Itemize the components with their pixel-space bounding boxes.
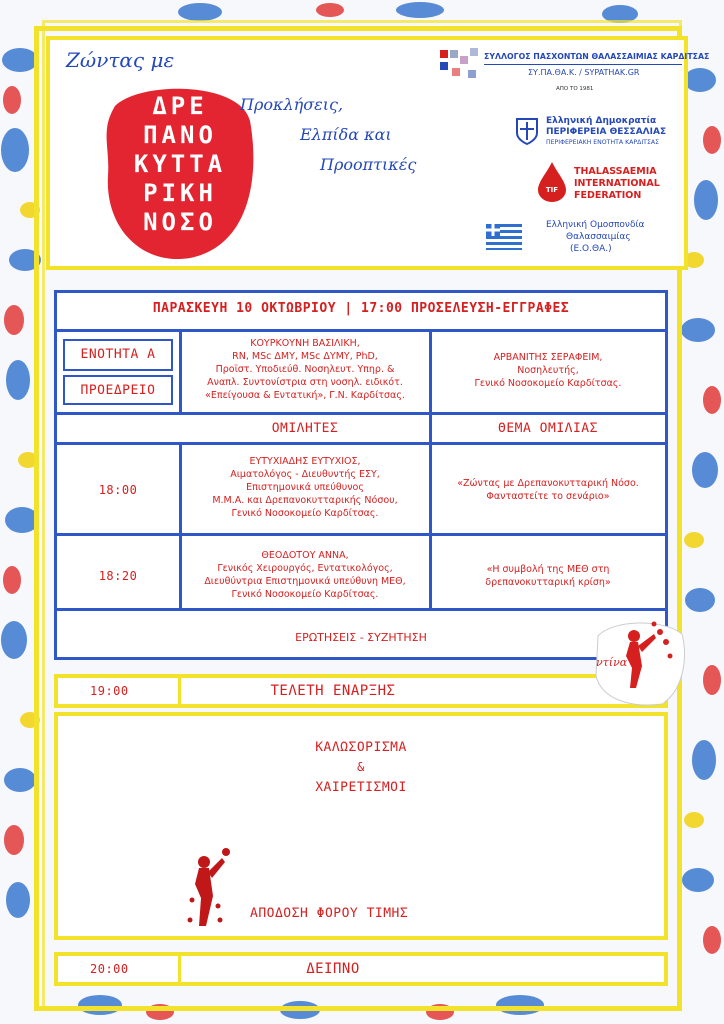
svg-text:TIF: TIF <box>545 186 559 194</box>
eotha-line1: Ελληνική Ομοσπονδία <box>546 220 645 230</box>
col-divider <box>178 676 181 706</box>
badge-line: ΠΑΝΟ <box>143 121 217 149</box>
welcome-line2: ΧΑΙΡΕΤΙΣΜΟΙ <box>315 780 407 795</box>
talk2-time: 18:20 <box>98 569 138 583</box>
dinner-row <box>54 952 668 986</box>
section-label: ΕΝΟΤΗΤΑ Α <box>80 347 156 362</box>
syllogos-name: ΣΥΛΛΟΓΟΣ ΠΑΣΧΟΝΤΩΝ ΘΑΛΑΣΣΑΙΜΙΑΣ ΚΑΡΔΙΤΣΑΣ <box>484 52 710 61</box>
subtitle-line: Ελπίδα και <box>300 125 392 144</box>
speaker-line: ΕΥΤΥΧΙΑΔΗΣ ΕΥΤΥΧΙΟΣ, <box>249 456 361 467</box>
row-divider <box>57 329 665 332</box>
talk1-time: 18:00 <box>98 483 138 497</box>
chair2-line: Γενικό Νοσοκομείο Καρδίτσας. <box>474 378 622 389</box>
syllogos-logo-block <box>438 46 710 102</box>
section-label-cell <box>63 339 173 371</box>
presidium-label: ΠΡΟΕΔΡΕΙΟ <box>80 383 156 398</box>
title-prefix: Ζώντας με <box>66 48 175 72</box>
region-line1: Ελληνική Δημοκρατία <box>546 116 657 126</box>
talk1-topic <box>435 477 661 503</box>
date-header: ΠΑΡΑΣΚΕΥΗ 10 ΟΚΤΩΒΡΙΟΥ | 17:00 ΠΡΟΣΕΛΕΥΣΗ-ΕΓΓΡΑΦΕΣ <box>152 301 570 316</box>
subtitle-line: Προκλήσεις, <box>240 95 344 114</box>
speaker-line: ΘΕΟΔΟΤΟΥ ΑΝΝΑ, <box>261 550 349 561</box>
speaker-line: Επιστημονικά υπεύθυνος <box>246 482 364 493</box>
dinner-time: 20:00 <box>90 962 129 976</box>
speaker-line: Διευθύντρια Επιστημονικά υπεύθυνη ΜΕΘ, <box>204 576 406 587</box>
region-line2: ΠΕΡΙΦΕΡΕΙΑ ΘΕΣΣΑΛΙΑΣ <box>546 127 667 137</box>
talk1-speaker <box>183 455 427 520</box>
col-divider <box>179 332 182 412</box>
tif-logo-block <box>536 160 686 206</box>
syllogos-abbr: ΣΥ.ΠΑ.ΘΑ.Κ. / SYPATHAK.GR <box>528 68 640 77</box>
speaker-line: Αιματολόγος - Διευθυντής ΕΣΥ, <box>230 469 380 480</box>
program-table <box>54 290 668 660</box>
syllogos-since: ΑΠΟ ΤΟ 1981 <box>556 86 594 92</box>
title-badge-text <box>110 92 250 237</box>
badge-line: ΝΟΣΟ <box>143 208 217 236</box>
col-divider <box>178 954 181 984</box>
chair1-line: ΚΟΥΡΚΟΥΝΗ ΒΑΣΙΛΙΚΗ, <box>250 338 360 349</box>
speaker-line: Μ.Μ.Α. και Δρεπανοκυτταρικής Νόσου, <box>212 495 398 506</box>
tif-line3: FEDERATION <box>574 190 642 201</box>
col-divider <box>429 332 432 608</box>
chair2-line: Νοσηλευτής, <box>517 365 579 376</box>
figure-badge <box>592 616 688 708</box>
opening-time: 19:00 <box>90 684 129 698</box>
eotha-line3: (Ε.Ο.ΘΑ.) <box>570 244 612 254</box>
row-divider <box>57 412 665 415</box>
speaker-line: Γενικός Χειρουργός, Εντατικολόγος, <box>217 563 393 574</box>
welcome-amp: & <box>357 760 365 774</box>
figure-badge-text: ντίνα <box>596 656 628 669</box>
header-panel <box>46 36 710 270</box>
chair1-line: «Επείγουσα & Εντατική», Γ.Ν. Καρδίτσας. <box>205 390 405 401</box>
ceremony-panel <box>54 712 668 940</box>
dinner-title: ΔΕΙΠΝΟ <box>306 961 360 977</box>
topic-line: δρεπανοκυτταρική κρίση» <box>485 577 611 588</box>
chair2-line: ΑΡΒΑΝΙΤΗΣ ΣΕΡΑΦΕΙΜ, <box>493 352 603 363</box>
badge-line: ΚΥΤΤΑ <box>133 150 227 178</box>
greek-flag-icon <box>486 224 522 250</box>
greek-emblem-icon <box>514 116 540 146</box>
blood-drop-icon <box>536 160 568 202</box>
region-logo-block <box>514 114 686 154</box>
col-divider <box>179 442 182 608</box>
opening-row <box>54 674 668 708</box>
chair1-line: Προϊστ. Υποδιεύθ. Νοσηλευτ. Υπηρ. & <box>215 364 395 375</box>
talk2-topic <box>435 563 661 589</box>
tif-line2: INTERNATIONAL <box>574 178 660 189</box>
subtitle <box>240 90 416 180</box>
syllogos-divider <box>484 64 682 65</box>
row-divider <box>57 608 665 611</box>
talk2-speaker <box>183 549 427 601</box>
subtitle-line: Προοπτικές <box>320 155 417 174</box>
topic-line: «Η συμβολή της ΜΕΘ στη <box>486 564 610 575</box>
topic-line: Φανταστείτε το σενάριο» <box>486 491 610 502</box>
tribute-label: ΑΠΟΔΟΣΗ ΦΟΡΟΥ ΤΙΜΗΣ <box>250 906 409 921</box>
topic-line: «Ζώντας με Δρεπανοκυτταρική Νόσο. <box>457 478 639 489</box>
region-line3: ΠΕΡΙΦΕΡΕΙΑΚΗ ΕΝΟΤΗΤΑ ΚΑΡΔΙΤΣΑΣ <box>546 139 660 146</box>
chair1-block <box>183 337 427 402</box>
qa-label: ΕΡΩΤΗΣΕΙΣ - ΣΥΖΗΤΗΣΗ <box>295 631 427 644</box>
col-speakers-header: ΟΜΙΛΗΤΕΣ <box>271 421 339 436</box>
speaker-line: Γενικό Νοσοκομείο Καρδίτσας. <box>231 589 379 600</box>
syllogos-logo-icon <box>438 46 484 86</box>
chair1-line: Αναπλ. Συντονίστρια στη νοσηλ. ειδικότ. <box>207 377 403 388</box>
eotha-logo-block <box>486 218 686 258</box>
badge-line: ΡΙΚΗ <box>143 179 217 207</box>
welcome-line1: ΚΑΛΩΣΟΡΙΣΜΑ <box>315 740 407 755</box>
tif-line1: THALASSAEMIA <box>574 166 657 177</box>
presidium-label-cell <box>63 375 173 405</box>
col-topic-header: ΘΕΜΑ ΟΜΙΛΙΑΣ <box>498 421 598 436</box>
chair1-line: RN, MSc ΔΜΥ, MSc ΔΥΜΥ, PhD, <box>232 351 378 362</box>
opening-title: ΤΕΛΕΤΗ ΕΝΑΡΞΗΣ <box>270 683 396 699</box>
row-divider <box>57 442 665 445</box>
row-divider <box>57 533 665 536</box>
speaker-line: Γενικό Νοσοκομείο Καρδίτσας. <box>231 508 379 519</box>
tribute-figure-icon <box>184 844 234 934</box>
eotha-line2: Θαλασσαιμίας <box>566 232 631 242</box>
chair2-block <box>435 351 661 390</box>
badge-line: ΔΡΕ <box>152 92 208 120</box>
